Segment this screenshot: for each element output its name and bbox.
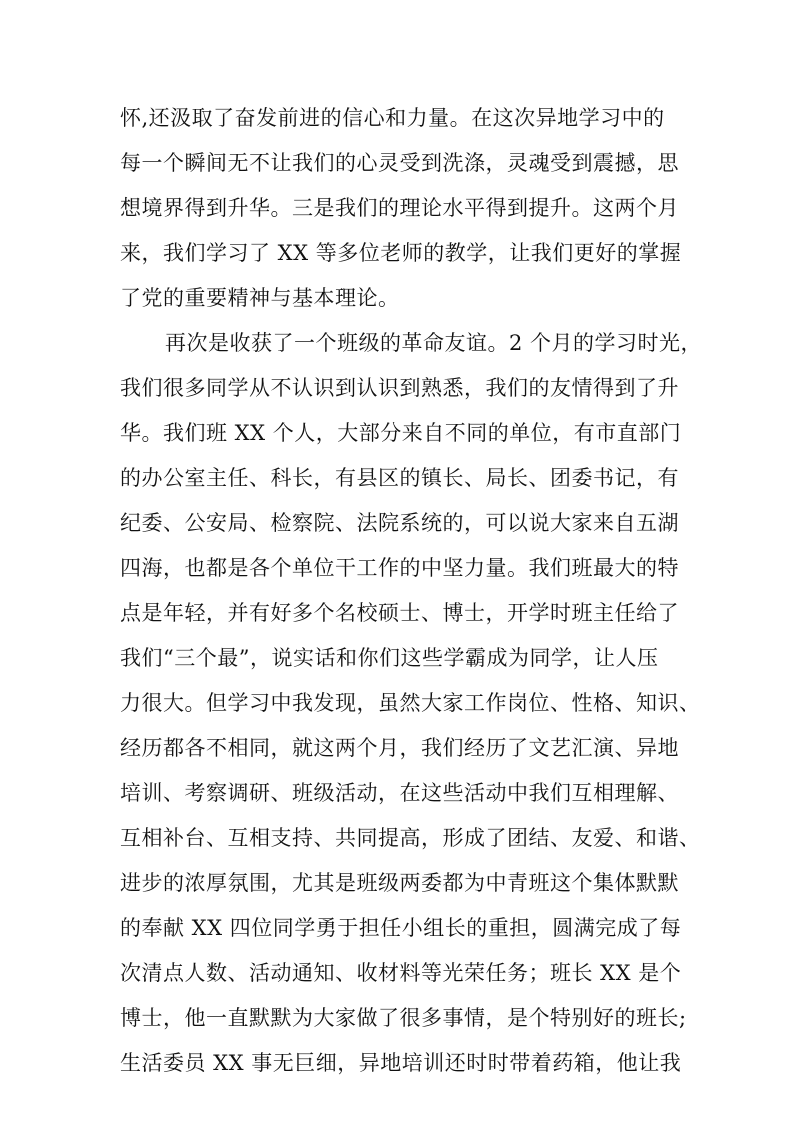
text-line: 生活委员 XX 事无巨细，异地培训还时时带着药箱，他让我 xyxy=(120,1051,682,1075)
text-line: 华。我们班 XX 个人，大部分来自不同的单位，有市直部门 xyxy=(120,421,682,445)
text-line: 点是年轻，并有好多个名校硕士、博士，开学时班主任给了 xyxy=(120,601,679,625)
text-line: 互相补台、互相支持、共同提高，形成了团结、友爱、和谐、 xyxy=(120,826,701,850)
text-line: 我们很多同学从不认识到认识到熟悉，我们的友情得到了升 xyxy=(120,376,679,400)
text-line: 力很大。但学习中我发现，虽然大家工作岗位、性格、知识、 xyxy=(120,691,701,715)
text-line: 进步的浓厚氛围，尤其是班级两委都为中青班这个集体默默 xyxy=(120,871,679,895)
text-line: 经历都各不相同，就这两个月，我们经历了文艺汇演、异地 xyxy=(120,736,679,760)
text-line: 次清点人数、活动通知、收材料等光荣任务；班长 XX 是个 xyxy=(120,961,682,985)
text-line: 再次是收获了一个班级的革命友谊。2 个月的学习时光， xyxy=(165,331,703,355)
text-line: 四海，也都是各个单位干工作的中坚力量。我们班最大的特 xyxy=(120,556,679,580)
text-line: 怀,还汲取了奋发前进的信心和力量。在这次异地学习中的 xyxy=(120,106,665,130)
text-line: 博士，他一直默默为大家做了很多事情，是个特别好的班长; xyxy=(120,1006,687,1030)
text-line: 纪委、公安局、检察院、法院系统的，可以说大家来自五湖 xyxy=(120,511,679,535)
text-line: 的奉献 XX 四位同学勇于担任小组长的重担，圆满完成了每 xyxy=(120,916,682,940)
text-line: 想境界得到升华。三是我们的理论水平得到提升。这两个月 xyxy=(120,196,679,220)
text-line: 每一个瞬间无不让我们的心灵受到洗涤，灵魂受到震撼，思 xyxy=(120,151,679,175)
text-line: 的办公室主任、科长，有县区的镇长、局长、团委书记，有 xyxy=(120,466,679,490)
text-line: 我们“三个最”，说实话和你们这些学霸成为同学，让人压 xyxy=(120,646,659,670)
text-line: 来，我们学习了 XX 等多位老师的教学，让我们更好的掌握 xyxy=(120,241,682,265)
text-line: 了党的重要精神与基本理论。 xyxy=(120,286,400,310)
text-line: 培训、考察调研、班级活动，在这些活动中我们互相理解、 xyxy=(120,781,679,805)
